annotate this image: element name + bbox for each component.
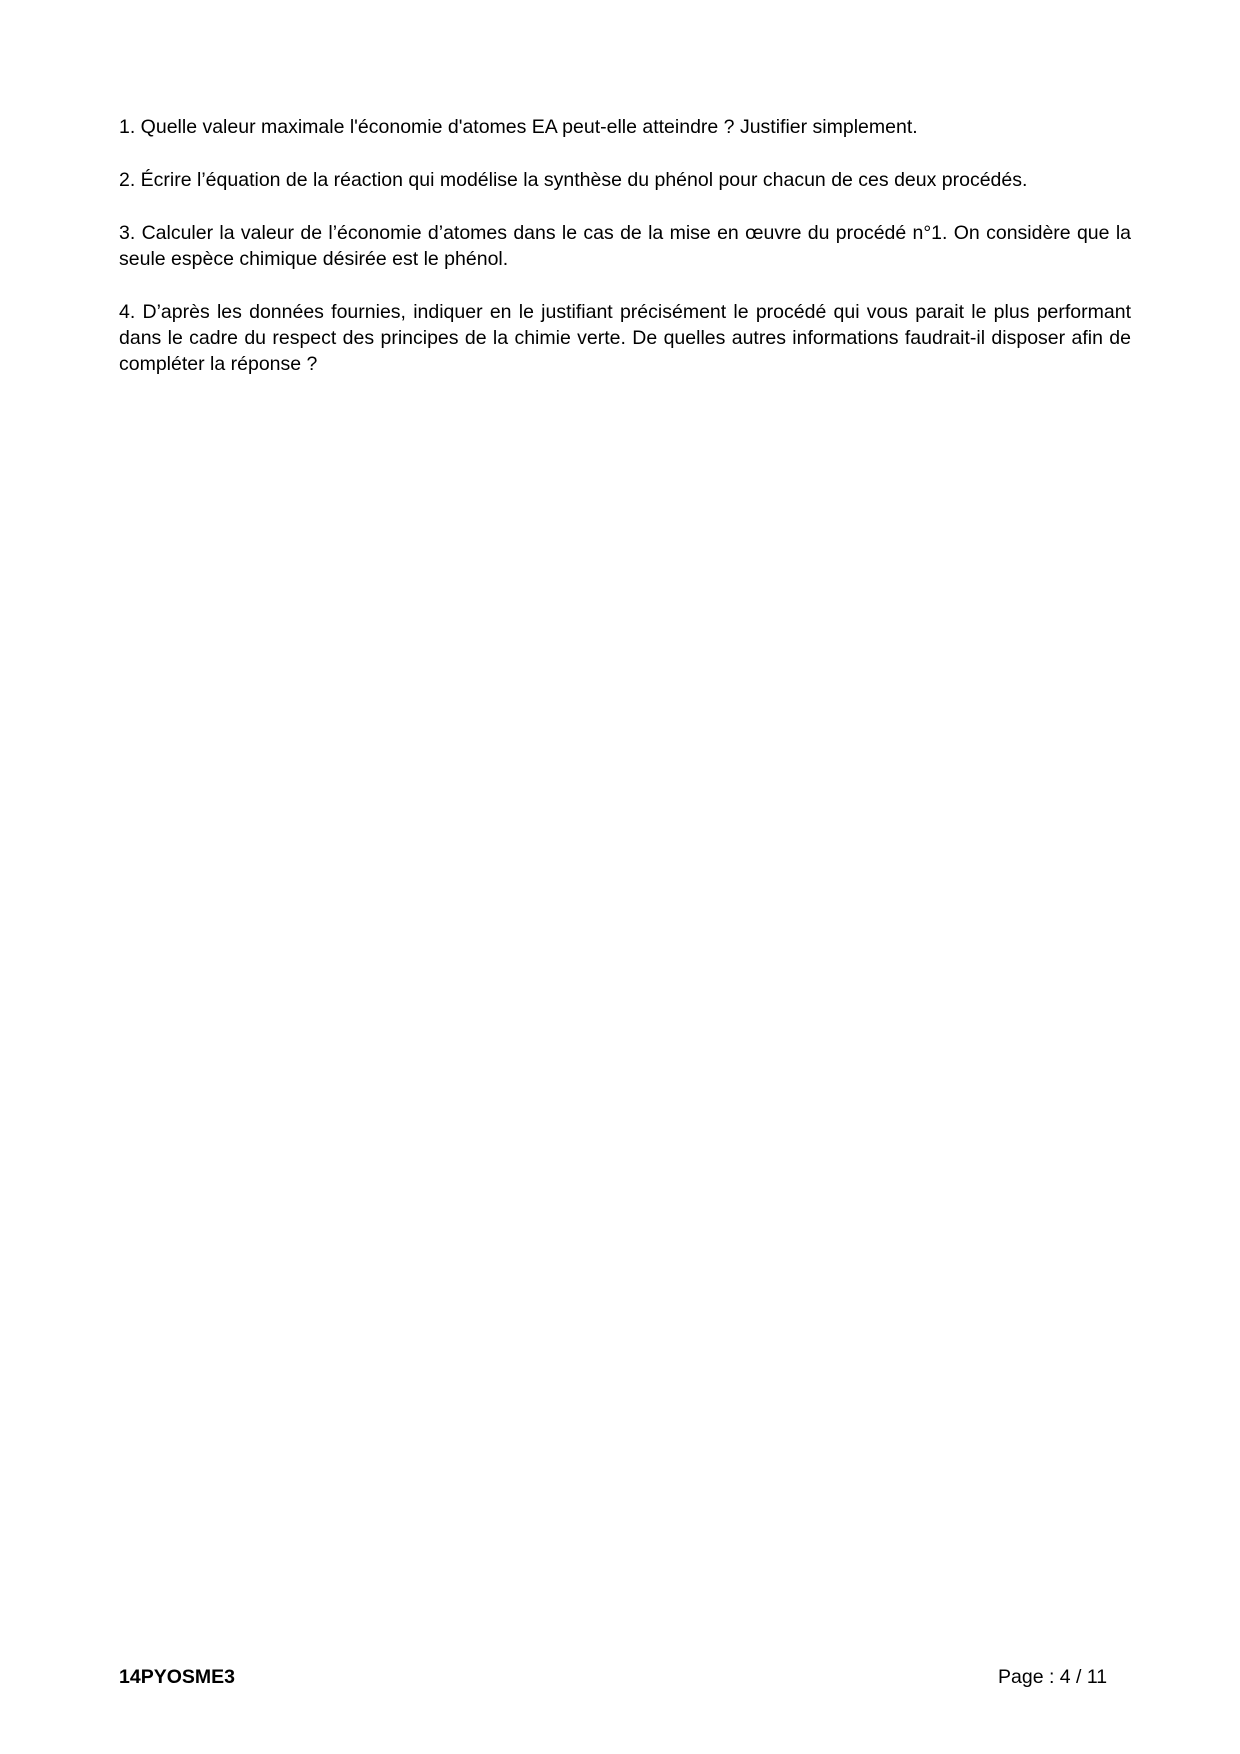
question-list [119,114,1131,404]
footer-page-number: Page : 4 / 11 [998,1666,1108,1688]
footer-exam-code: 14PYOSME3 [119,1666,235,1688]
question-2: 2. Écrire l’équation de la réaction qui modélise la synthèse du phénol pour chacun de ces deux procédés. [119,169,1028,191]
question-3: 3. Calculer la valeur de l’économie d’atomes dans le cas de la mise en œuvre du procédé n°1. On considère que la seule espèce chimique désirée est le phénol. [119,222,1131,270]
question-4: 4. D’après les données fournies, indiquer en le justifiant précisément le procédé qui vous parait le plus performant dans le cadre du respect des principes de la chimie verte. De quelles autres informations faudrait-il disposer afin de compléter la réponse ? [119,301,1131,375]
question-1: 1. Quelle valeur maximale l'économie d'atomes EA peut-elle atteindre ? Justifier simplement. [119,116,918,138]
